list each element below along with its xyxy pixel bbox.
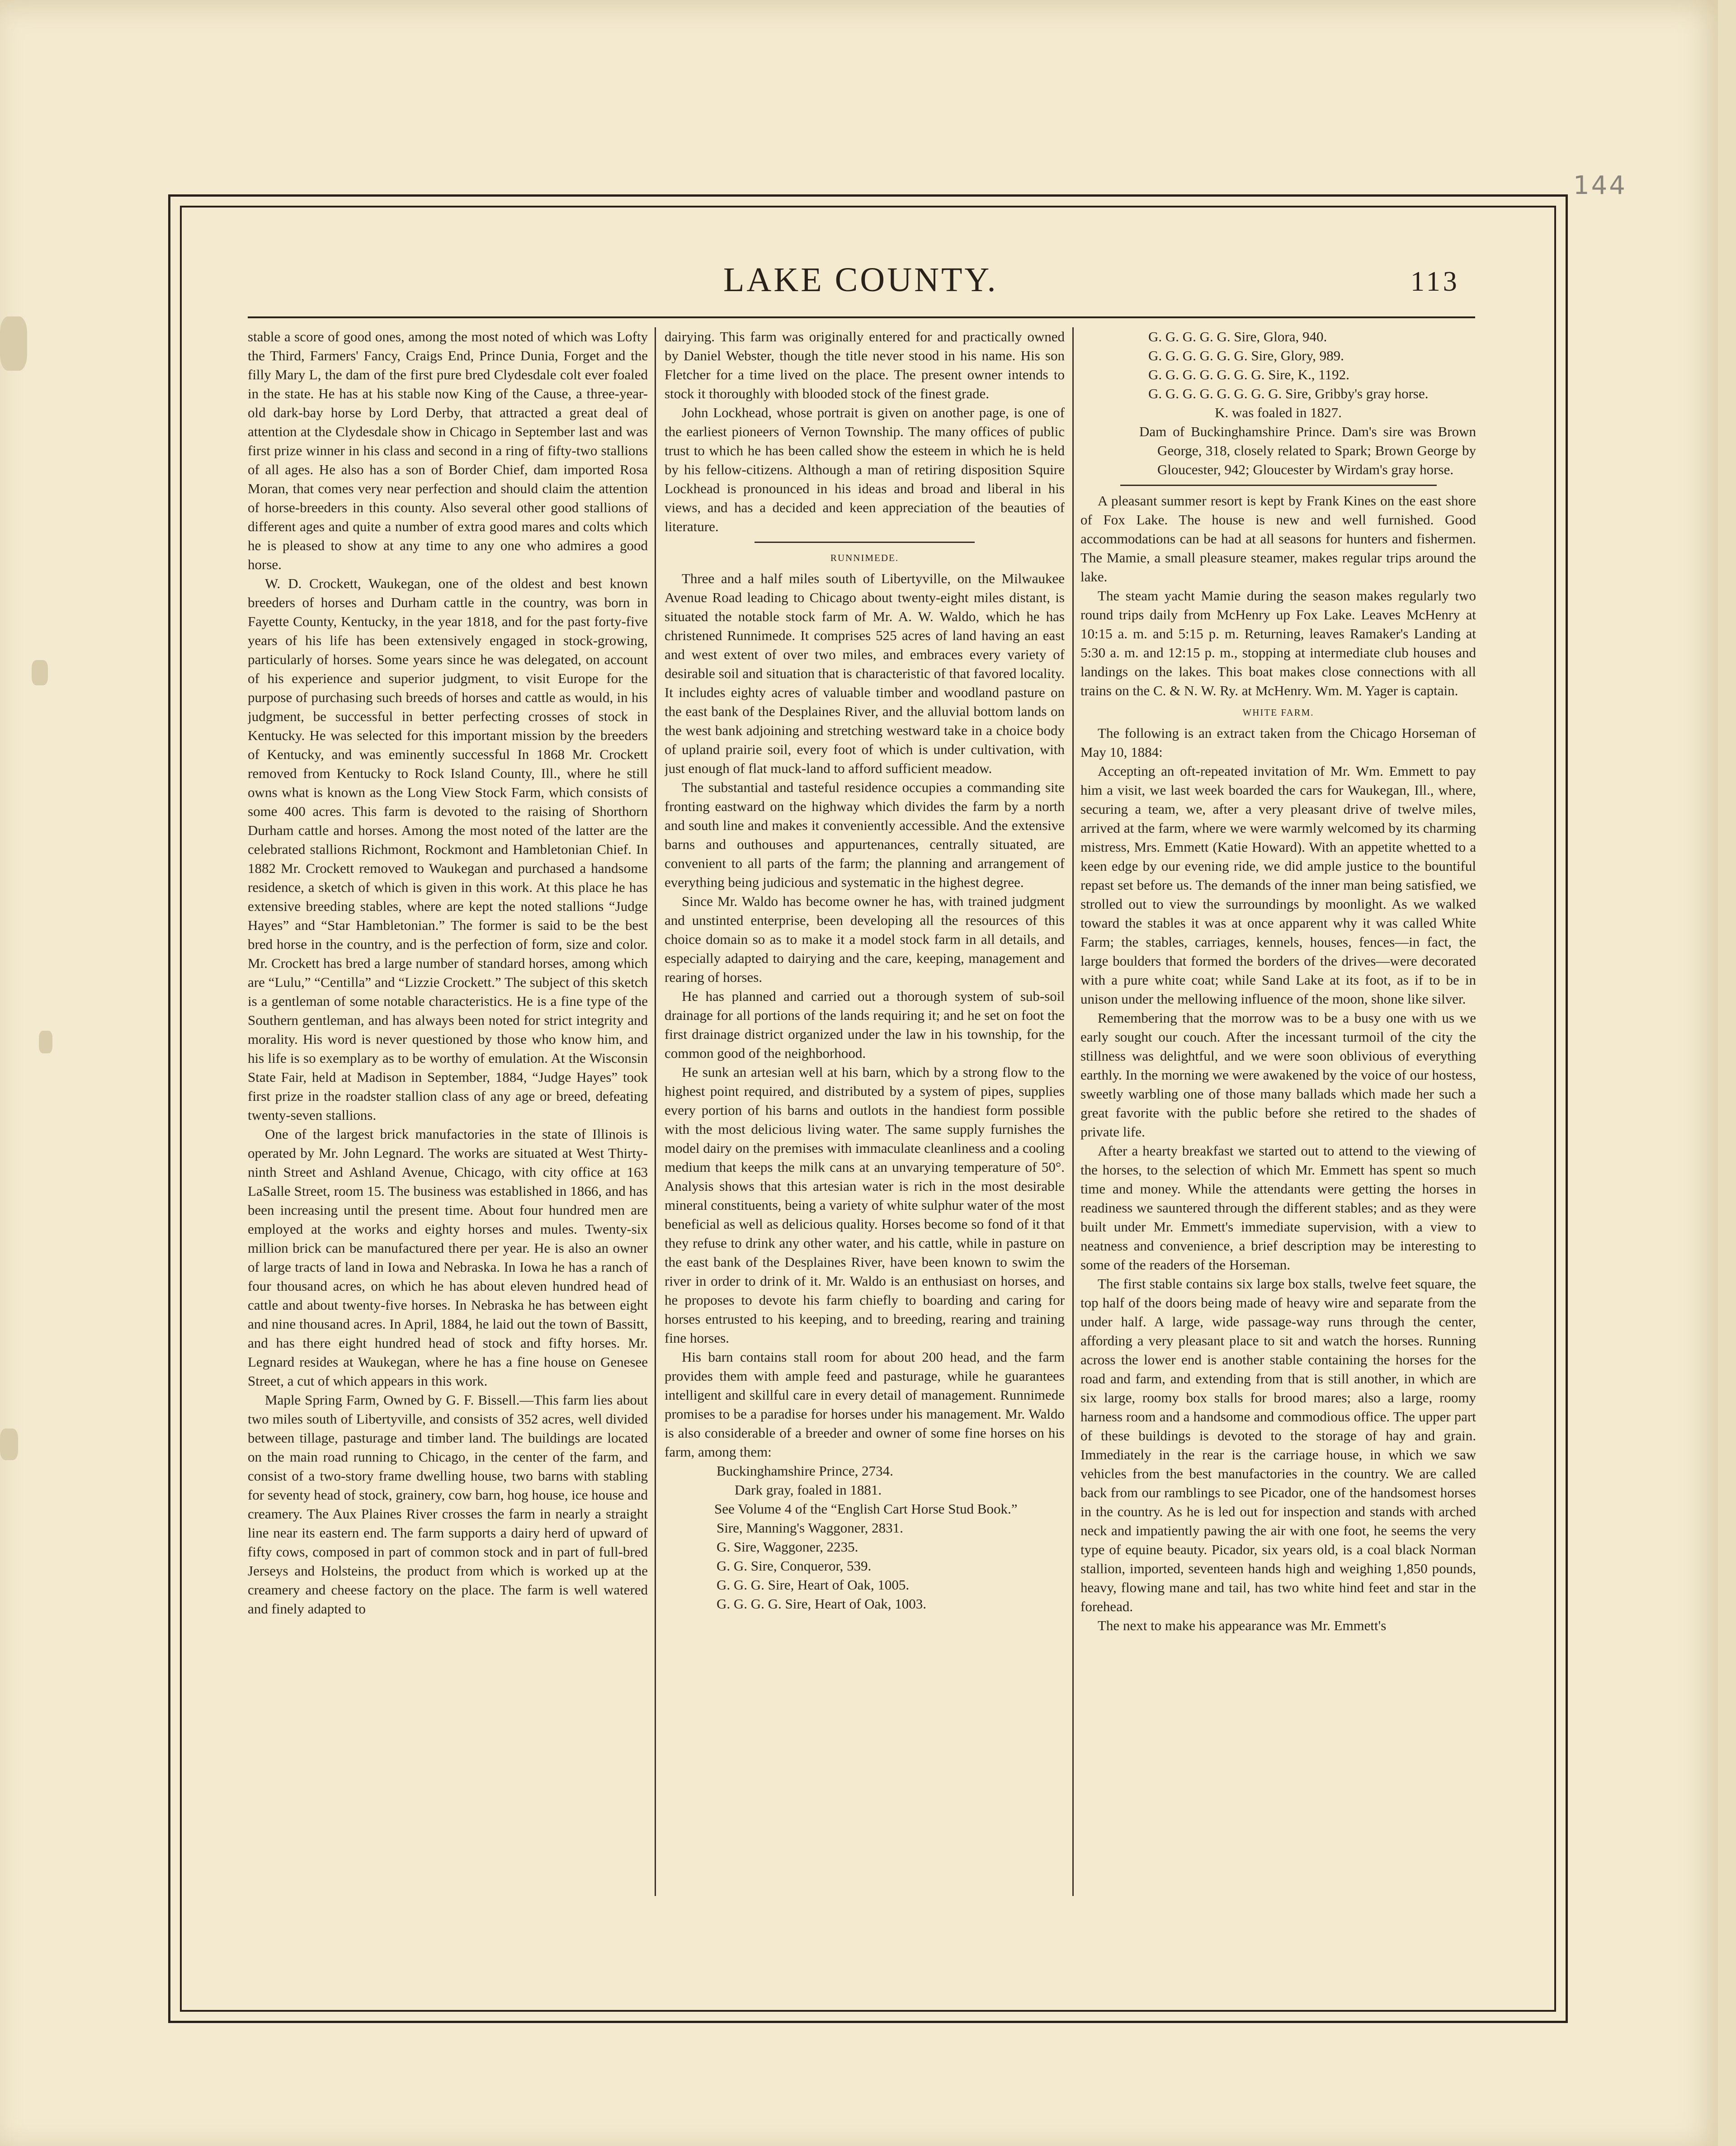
paragraph: After a hearty breakfast we started out to attend to the viewing of the horses, to the selection of which Mr. Emmett has spent so much time and money. While the attendants were getting the horses in readiness we sauntered through the different stables; and as they were built under Mr. Emmett's immediate supervision, with a view to neatness and convenience, a brief description may be interesting to some of the readers of the Horseman. [1080,1143,1476,1273]
foaled-note: K. was foaled in 1827. [1215,405,1342,420]
text-column-1 [248,327,648,1896]
section-divider [755,542,975,543]
handwritten-page-number: 144 [1573,171,1627,200]
pedigree-line: G. G. G. G. G. G. G. G. Sire, Gribby's gray horse. [1148,386,1429,401]
pedigree-line: G. G. G. G. G. G. Sire, Glory, 989. [1148,348,1344,363]
pedigree-line: G. G. G. G. G. Sire, Glora, 940. [1148,329,1327,344]
paragraph: The first stable contains six large box stalls, twelve feet square, the top half of the doors being made of heavy wire and separate from the under half. A large, wide passage-way runs through the center, affording a very pleasant place to sit and watch the horses. Running across the lower end is another stable containing the horses for the road and farm, and extending from that is still another, in which are six large, roomy box stalls for brood mares; also a large, roomy harness room and a handsome and commodious office. The upper part of these buildings is devoted to the storage of hay and grain. Immediately in the rear is the carriage house, in which we saw vehicles from the best manufactories in the country. We are called back from our ramblings to see Picador, one of the handsomest horses in the country. As he is led out for inspection and stands with arched neck and impatiently pawing the air with one foot, he seems the very type of equine beauty. Picador, six years old, is a coal black Norman stallion, imported, seventeen hands high and weighing 1,850 pounds, heavy, flowing mane and tail, has two white hind feet and star in the forehead. [1080,1276,1476,1614]
paragraph: W. D. Crockett, Waukegan, one of the oldest and best known breeders of horses and Durham cattle in the country, was born in Fayette County, Kentucky, in the year 1818, and for the past forty-five years of his life has been extensively engaged in stock-growing, particularly of horses. Some years since he was delegated, on account of his experience and superior judgment, to visit Europe for the purpose of purchasing such breeds of horses and cattle as would, in his judgment, be successful in better perfecting crosses of stock in Kentucky. He was selected for this important mission by the breeders of Kentucky, and was eminently successful In 1868 Mr. Crockett removed from Kentucky to Rock Island County, Ill., where he still owns what is known as the Long View Stock Farm, which consists of some 400 acres. This farm is devoted to the raising of Shorthorn Durham cattle and horses. Among the most noted of the latter are the celebrated stallions Richmont, Rockmont and Hambletonian Chief. In 1882 Mr. Crockett removed to Waukegan and purchased a handsome residence, a sketch of which is given in this work. At this place he has extensive breeding stables, where are kept the noted stallions “Judge Hayes” and “Star Hambletonian.” The former is said to be the best bred horse in the country, and is the perfection of form, size and color. Mr. Crockett has bred a large number of standard horses, among which are “Lulu,” “Centilla” and “Lizzie Crockett.” The subject of this sketch is a gentleman of some notable characteristics. He is a fine type of the Southern gentleman, and has always been noted for strict integrity and morality. His word is never questioned by those who know him, and his life is so exemplary as to be worthy of emulation. At the Wisconsin State Fair, held at Madison in September, 1884, “Judge Hayes” took first prize in the roadster stallion class of any age or breed, defeating twenty-seven stallions. [248,575,648,1123]
pedigree-line: G. G. G. G. Sire, Heart of Oak, 1003. [717,1596,927,1612]
pedigree-line: G. G. G. Sire, Heart of Oak, 1005. [717,1577,910,1593]
pedigree-line: Dark gray, foaled in 1881. [735,1482,882,1498]
paragraph: One of the largest brick manufactories in the state of Illinois is operated by Mr. John Legnard. The works are situated at West Thirty-ninth Street and Ashland Avenue, Chicago, with city office at 163 LaSalle Street, room 15. The business was established in 1866, and has been increasing until the present time. About four hundred men are employed at the works and eighty horses and mules. Twenty-six million brick can be manufactured there per year. He is also an owner of large tracts of land in Iowa and Nebraska. In Iowa he has a ranch of four thousand acres, on which he has about eleven hundred head of cattle and about twenty-five horses. In Nebraska he has between eight and nine thousand acres. In April, 1884, he laid out the town of Bassitt, and has there eight hundred head of stock and fifty horses. Mr. Legnard resides at Waukegan, where he has a fine house on Genesee Street, a cut of which appears in this work. [248,1126,648,1389]
paragraph: Since Mr. Waldo has become owner he has, with trained judgment and unstinted enterprise, been developing all the resources of this choice domain so as to make it a model stock farm in all details, and especially adapted to dairying and the care, keeping, management and rearing of horses. [665,893,1065,985]
edge-tear [0,1429,18,1460]
paragraph: dairying. This farm was originally entered for and practically owned by Daniel Webster, though the title never stood in his name. His son Fletcher for a time lived on the place. The present owner intends to stock it thoroughly with blooded stock of the finest grade. [665,329,1065,401]
paragraph: The substantial and tasteful residence occupies a commanding site fronting eastward on the highway which divides the farm by a north and south line and makes it conveniently accessible. And the extensive barns and outhouses and appurtenances, centrally situated, are convenient to all parts of the farm; the planning and arrangement of everything being judicious and systematic in the highest degree. [665,779,1065,890]
running-title: LAKE COUNTY. [723,261,998,299]
folio-number: 113 [1410,266,1460,297]
paragraph: Accepting an oft-repeated invitation of Mr. Wm. Emmett to pay him a visit, we last week boarded the cars for Waukegan, Ill., where, securing a team, we, after a very pleasant drive of twelve miles, arrived at the farm, where we were warmly welcomed by its charming mistress, Mrs. Emmett (Katie Howard). With an appetite whetted to a keen edge by our evening ride, we did ample justice to the bountiful repast set before us. The demands of the inner man being satisfied, we strolled out to view the surroundings by moonlight. As we walked toward the stables it was at once apparent why it was called White Farm; the stables, carriages, kennels, houses, fences—in fact, the large boulders that formed the borders of the drives—were decorated with a pure white coat; while Sand Lake at its foot, as if to be in unison under the mellowing influence of the moon, shone like silver. [1080,763,1476,1007]
section-heading: RUNNIMEDE. [830,552,899,563]
text-column-2 [665,327,1065,1896]
paragraph: The next to make his appearance was Mr. Emmett's [1098,1618,1387,1633]
paragraph: The steam yacht Mamie during the season makes regularly two round trips daily from McHenry up Fox Lake. Leaves McHenry at 10:15 a. m. and 5:15 p. m. Returning, leaves Ramaker's Landing at 5:30 a. m. and 12:15 p. m., stopping at intermediate club houses and landings on the lakes. This boat makes close connections with all trains on the C. & N. W. Ry. at McHenry. Wm. M. Yager is captain. [1080,588,1476,698]
header-rule [248,316,1475,318]
pedigree-line: G. G. G. G. G. G. G. Sire, K., 1192. [1148,367,1349,382]
column-rule [1072,327,1074,1896]
paragraph: A pleasant summer resort is kept by Frank Kines on the east shore of Fox Lake. The house is new and well furnished. Good accommodations can be had at all seasons for hunters and fishermen. The Mamie, a small pleasure steamer, makes regular trips around the lake. [1080,493,1476,585]
paper-stain [39,1031,52,1053]
pedigree-line: Buckinghamshire Prince, 2734. [717,1463,893,1479]
pedigree-line: G. G. Sire, Conqueror, 539. [717,1558,872,1574]
pedigree-line: See Volume 4 of the “English Cart Horse Stud Book.” [714,1501,1018,1517]
column-rule [655,327,656,1896]
dam-note: Dam of Buckinghamshire Prince. Dam's sire was Brown George, 318, closely related to Spark; Brown George by Gloucester, 942; Gloucester by Wirdam's gray horse. [1139,424,1476,477]
section-heading: WHITE FARM. [1242,707,1314,718]
pedigree-line: Sire, Manning's Waggoner, 2831. [717,1520,903,1536]
pedigree-line: G. Sire, Waggoner, 2235. [717,1539,859,1555]
paragraph: The following is an extract taken from the Chicago Horseman of May 10, 1884: [1080,725,1476,760]
paragraph: John Lockhead, whose portrait is given on another page, is one of the earliest pioneers of Vernon Township. The many offices of public trust to which he has been called show the esteem in which he is held by his fellow-citizens. Although a man of retiring disposition Squire Lockhead is pronounced in his ideas and broad and liberal in his views, and has a decided and keen appreciation of the beauties of literature. [665,405,1065,534]
paragraph: stable a score of good ones, among the most noted of which was Lofty the Third, Farmers' Fancy, Craigs End, Prince Dunia, Forget and the filly Mary L, the dam of the first pure bred Clydesdale colt ever foaled in the state. He has at his stable now King of the Cause, a three-year-old dark-bay horse by Lord Derby, that attracted a great deal of attention at the Clydesdale show in Chicago in September last and was first prize winner in his class and second in a ring of fifty-two stallions of all ages. He also has a son of Border Chief, dam imported Rosa Moran, that comes very near perfection and should claim the attention of horse-breeders in this county. Also several other good stallions of different ages and quite a number of extra good mares and colts which he is pleased to show at any time to any one who admires a good horse. [248,329,648,572]
paragraph: His barn contains stall room for about 200 head, and the farm provides them with ample feed and pasturage, while he guarantees intelligent and skillful care in every detail of management. Runnimede promises to be a paradise for horses under his management. Mr. Waldo is also considerable of a breeder and owner of some fine horses on his farm, among them: [665,1349,1065,1460]
edge-tear [0,316,27,371]
paragraph: Remembering that the morrow was to be a busy one with us we early sought our couch. After the incessant turmoil of the city the stillness was delightful, and we were soon oblivious of everything earthly. In the morning we were awakened by the voice of our hostess, sweetly warbling one of those many ballads which made her such a great favorite with the public before she retired to the shades of private life. [1080,1010,1476,1140]
paragraph: Maple Spring Farm, Owned by G. F. Bissell.—This farm lies about two miles south of Libertyville, and consists of 352 acres, well divided between tillage, pasturage and timber land. The buildings are located on the main road running to Chicago, in the center of the farm, and consist of a two-story frame dwelling house, two barns with stabling for seventy head of stock, grainery, cow barn, hog house, ice house and creamery. The Aux Plaines River crosses the farm in nearly a straight line near its eastern end. The farm supports a dairy herd of upward of fifty cows, composed in part of common stock and in part of full-bred Jerseys and Holsteins, the product from which is worked up at the creamery and cheese factory on the place. The farm is well watered and finely adapted to [248,1392,648,1617]
paragraph: He sunk an artesian well at his barn, which by a strong flow to the highest point required, and distributed by a system of pipes, supplies every portion of his barns and outlots in the handiest form possible with the most delicious living water. The same supply furnishes the model dairy on the premises with immaculate cleanliness and a cooling medium that keeps the milk cans at an unvarying temperature of 50°. Analysis shows that this artesian water is rich in the most desirable mineral constituents, being a variety of white sulphur water of the most beneficial as well as delicious quality. Horses become so fond of it that they refuse to drink any other water, and his cattle, while in pasture on the east bank of the Desplaines River, have been known to swim the river in order to drink of it. Mr. Waldo is an enthusiast on horses, and he proposes to devote his farm chiefly to boarding and caring for horses entrusted to his keeping, and to breeding, rearing and training fine horses. [665,1064,1065,1346]
paragraph: He has planned and carried out a thorough system of sub-soil drainage for all portions of the lands requiring it; and he set on foot the first drainage district organized under the law in his township, for the common good of the neighborhood. [665,988,1065,1061]
paragraph: Three and a half miles south of Libertyville, on the Milwaukee Avenue Road leading to Chicago about twenty-eight miles distant, is situated the notable stock farm of Mr. A. W. Waldo, which he has christened Runnimede. It comprises 525 acres of land having an east and west extent of over two miles, and embraces every variety of desirable soil and situation that is characteristic of that favored locality. It includes eighty acres of valuable timber and woodland pasture on the east bank of the Desplaines River, and the alluvial bottom lands on the west bank adjoining and stretching westward take in a choice body of upland prairie soil, every foot of which is under cultivation, with just enough of flat muck-land to afford sufficient meadow. [665,571,1065,776]
section-divider [1120,485,1437,486]
text-column-3 [1080,327,1476,1896]
paper-stain [32,660,48,685]
